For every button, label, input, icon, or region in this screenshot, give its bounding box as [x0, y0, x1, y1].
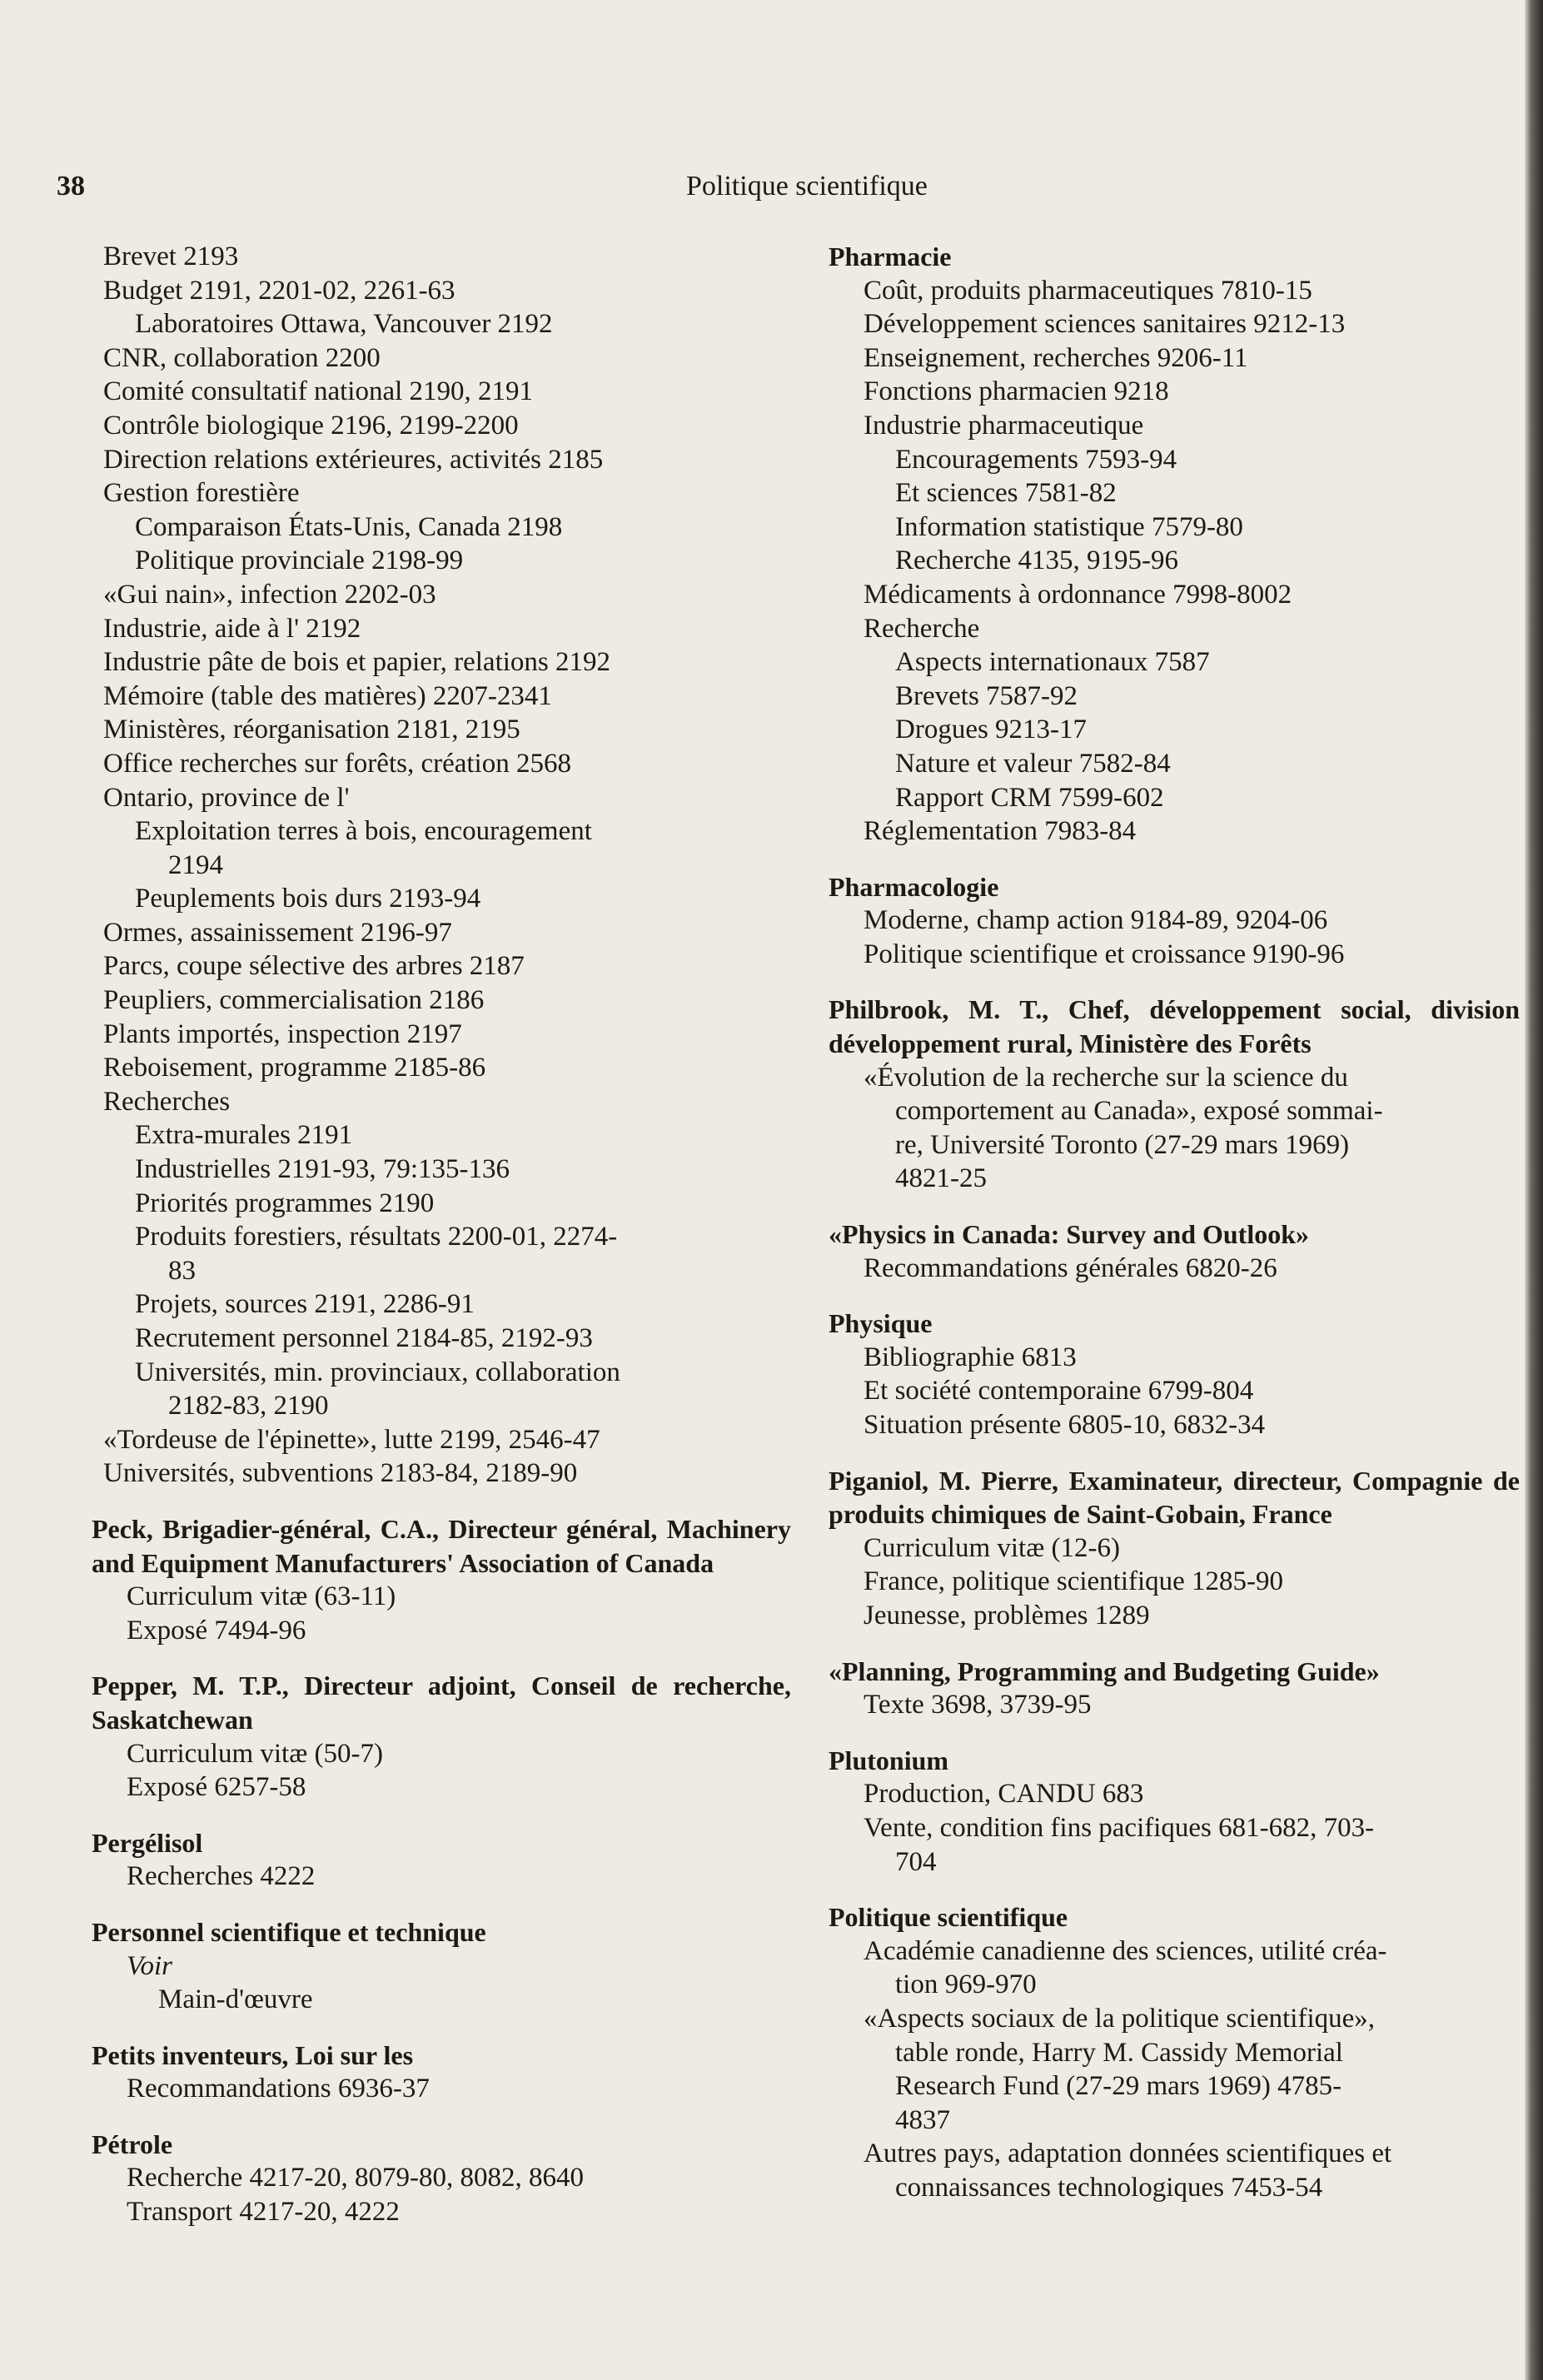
index-subentry: Académie canadienne des sciences, utilité créa- [864, 1935, 1387, 1966]
index-subentry: re, Université Toronto (27-29 mars 1969) [895, 1129, 1350, 1160]
index-subentry: Ontario, province de l' [103, 782, 350, 813]
index-subentry: Recommandations 6936-37 [127, 2074, 430, 2104]
index-entry [92, 1669, 791, 1804]
index-heading: Pergélisol [92, 1827, 203, 1858]
index-subentry: Priorités programmes 2190 [135, 1188, 435, 1218]
page-number: 38 [57, 171, 85, 202]
index-entry [92, 2128, 791, 2229]
index-entry [829, 1655, 1520, 1722]
index-subentry: Ministères, réorganisation 2181, 2195 [103, 714, 520, 745]
index-subentry: Recommandations générales 6820-26 [864, 1252, 1277, 1283]
index-subentry: Encouragements 7593-94 [895, 444, 1177, 475]
index-heading: «Planning, Programming and Budgeting Guide» [829, 1656, 1380, 1686]
running-title: Politique scientifique [686, 171, 928, 202]
index-subentry: Rapport CRM 7599-602 [895, 782, 1164, 813]
index-entry [829, 1744, 1520, 1879]
index-subentry: Industrie, aide à l' 2192 [103, 613, 361, 644]
index-subentry: Politique scientifique et croissance 9190-96 [864, 939, 1345, 969]
index-subentry: comportement au Canada», exposé sommai- [895, 1096, 1383, 1127]
index-subentry: Universités, subventions 2183-84, 2189-90 [103, 1458, 578, 1489]
index-heading: Physique [829, 1308, 933, 1339]
index-subentry: Moderne, champ action 9184-89, 9204-06 [864, 905, 1328, 936]
index-heading: Philbrook, M. T., Chef, développement social, division développement rural, Ministère des Forêts [829, 994, 1520, 1059]
index-subentry: Et société contemporaine 6799-804 [864, 1376, 1254, 1407]
index-subentry: Produits forestiers, résultats 2200-01, 2274- [135, 1222, 618, 1252]
index-subentry: Médicaments à ordonnance 7998-8002 [864, 579, 1292, 610]
index-subentry: Gestion forestière [103, 478, 300, 509]
index-subentry: France, politique scientifique 1285-90 [864, 1566, 1284, 1597]
index-subentry: Comparaison États-Unis, Canada 2198 [135, 511, 563, 542]
index-heading: Peck, Brigadier-général, C.A., Directeur général, Machinery and Equipment Manufacturers' Association of Canada [92, 1513, 791, 1578]
index-subentry: Autres pays, adaptation données scientifiques et [864, 2139, 1392, 2169]
index-subentry: Office recherches sur forêts, création 2568 [103, 748, 571, 779]
index-subentry: Coût, produits pharmaceutiques 7810-15 [864, 275, 1312, 306]
index-subentry: Voir [127, 1950, 173, 1981]
index-subentry: Recherche [864, 613, 980, 644]
index-subentry: Bibliographie 6813 [864, 1342, 1077, 1372]
index-subentry: tion 969-970 [895, 1969, 1037, 2000]
index-subentry: Industrie pâte de bois et papier, relations 2192 [103, 647, 611, 678]
index-subentry: Curriculum vitæ (63-11) [127, 1581, 396, 1612]
index-subentry: Vente, condition fins pacifiques 681-682, 703- [864, 1812, 1375, 1843]
index-subentry: Peupliers, commercialisation 2186 [103, 985, 485, 1016]
index-subentry: Jeunesse, problèmes 1289 [864, 1600, 1150, 1631]
index-entry [92, 1826, 791, 1894]
index-subentry: Curriculum vitæ (50-7) [127, 1738, 383, 1769]
index-subentry: «Gui nain», infection 2202-03 [103, 579, 436, 610]
index-subentry: Fonctions pharmacien 9218 [864, 376, 1169, 407]
index-subentry: 4821-25 [895, 1163, 987, 1194]
index-subentry: Nature et valeur 7582-84 [895, 748, 1171, 779]
index-subentry: Research Fund (27-29 mars 1969) 4785- [895, 2071, 1342, 2102]
index-entry [829, 240, 1520, 849]
index-subentry: Développement sciences sanitaires 9212-13 [864, 309, 1346, 340]
index-subentry: Information statistique 7579-80 [895, 511, 1243, 542]
index-subentry: Industrielles 2191-93, 79:135-136 [135, 1154, 510, 1185]
index-subentry: Recherches [103, 1086, 231, 1117]
index-subentry: Production, CANDU 683 [864, 1779, 1144, 1810]
index-subentry: Laboratoires Ottawa, Vancouver 2192 [135, 309, 553, 340]
index-subentry: Texte 3698, 3739-95 [864, 1690, 1092, 1720]
page-binding-edge [1525, 0, 1543, 2380]
index-subentry: Transport 4217-20, 4222 [127, 2197, 400, 2228]
index-subentry: Politique provinciale 2198-99 [135, 545, 464, 576]
index-subentry: Et sciences 7581-82 [895, 478, 1117, 509]
index-heading: Petits inventeurs, Loi sur les [92, 2039, 414, 2070]
index-subentry: Parcs, coupe sélective des arbres 2187 [103, 951, 525, 982]
index-subentry: Peuplements bois durs 2193-94 [135, 884, 481, 914]
index-heading: Plutonium [829, 1745, 949, 1775]
index-subentry: 704 [895, 1846, 937, 1877]
index-entry [92, 2039, 791, 2106]
index-subentry: Recherche 4217-20, 8079-80, 8082, 8640 [127, 2163, 584, 2193]
index-heading: Personnel scientifique et technique [92, 1916, 486, 1947]
index-entry [829, 870, 1520, 972]
index-subentry: Aspects internationaux 7587 [895, 647, 1210, 678]
index-subentry: Projets, sources 2191, 2286-91 [135, 1289, 475, 1320]
index-subentry: Exploitation terres à bois, encouragement [135, 816, 592, 847]
index-subentry: 2182-83, 2190 [168, 1391, 329, 1422]
index-entry [829, 1307, 1520, 1441]
index-subentry: CNR, collaboration 2200 [103, 342, 381, 373]
index-subentry: Ormes, assainissement 2196-97 [103, 917, 452, 948]
index-subentry: Contrôle biologique 2196, 2199-2200 [103, 410, 519, 441]
index-heading: Pepper, M. T.P., Directeur adjoint, Conseil de recherche, Saskatchewan [92, 1670, 791, 1735]
index-subentry: Drogues 9213-17 [895, 714, 1088, 745]
index-subentry: Comité consultatif national 2190, 2191 [103, 376, 534, 407]
index-subentry: Recrutement personnel 2184-85, 2192-93 [135, 1323, 593, 1353]
index-subentry: Extra-murales 2191 [135, 1120, 353, 1151]
index-entry [829, 1217, 1520, 1285]
index-subentry: Enseignement, recherches 9206-11 [864, 342, 1248, 373]
index-heading: Politique scientifique [829, 1902, 1068, 1933]
index-entry [829, 993, 1520, 1196]
page-header [57, 171, 956, 221]
right-index-column [829, 240, 1520, 2226]
index-heading: «Physics in Canada: Survey and Outlook» [829, 1219, 1310, 1250]
index-subentry: «Aspects sociaux de la politique scientifique», [864, 2003, 1376, 2034]
index-subentry: Recherche 4135, 9195-96 [895, 545, 1178, 576]
index-entry [829, 1464, 1520, 1633]
index-subentry: Exposé 6257-58 [127, 1772, 306, 1803]
index-subentry: 2194 [168, 849, 223, 880]
left-index-column [92, 240, 791, 2251]
index-subentry: Universités, min. provinciaux, collaboration [135, 1357, 620, 1387]
index-subentry: Reboisement, programme 2185-86 [103, 1053, 486, 1083]
index-entry [829, 1900, 1520, 2204]
index-subentry: Réglementation 7983-84 [864, 816, 1137, 847]
index-subentry: Curriculum vitæ (12-6) [864, 1532, 1120, 1563]
index-subentry: 4837 [895, 2104, 950, 2135]
index-subentry: Exposé 7494-96 [127, 1615, 306, 1646]
index-entry [92, 1915, 791, 2017]
index-subentry: table ronde, Harry M. Cassidy Memorial [895, 2037, 1343, 2068]
index-subentry: «Évolution de la recherche sur la science du [864, 1062, 1348, 1093]
index-subentry: connaissances technologiques 7453-54 [895, 2172, 1323, 2203]
index-subentry: Industrie pharmaceutique [864, 410, 1144, 441]
index-heading: Pétrole [92, 2129, 173, 2159]
index-subentry: Direction relations extérieures, activités 2185 [103, 444, 604, 475]
index-subentry: 83 [168, 1255, 196, 1286]
index-subentry: Brevets 7587-92 [895, 680, 1078, 711]
index-entry [92, 1512, 791, 1647]
index-subentry: «Tordeuse de l'épinette», lutte 2199, 2546-47 [103, 1424, 600, 1455]
index-subentry: Plants importés, inspection 2197 [103, 1018, 462, 1049]
index-subentry: Brevet 2193 [103, 241, 239, 271]
index-heading: Pharmacie [829, 241, 952, 271]
index-entry [92, 240, 791, 1491]
index-subentry: Main-d'œuvre [158, 1984, 313, 2015]
index-subentry: Recherches 4222 [127, 1861, 316, 1892]
index-heading: Piganiol, M. Pierre, Examinateur, directeur, Compagnie de produits chimiques de Saint-Gobain, France [829, 1465, 1520, 1530]
index-subentry: Situation présente 6805-10, 6832-34 [864, 1410, 1266, 1440]
index-subentry: Budget 2191, 2201-02, 2261-63 [103, 275, 455, 306]
index-heading: Pharmacologie [829, 871, 999, 902]
index-subentry: Mémoire (table des matières) 2207-2341 [103, 680, 552, 711]
